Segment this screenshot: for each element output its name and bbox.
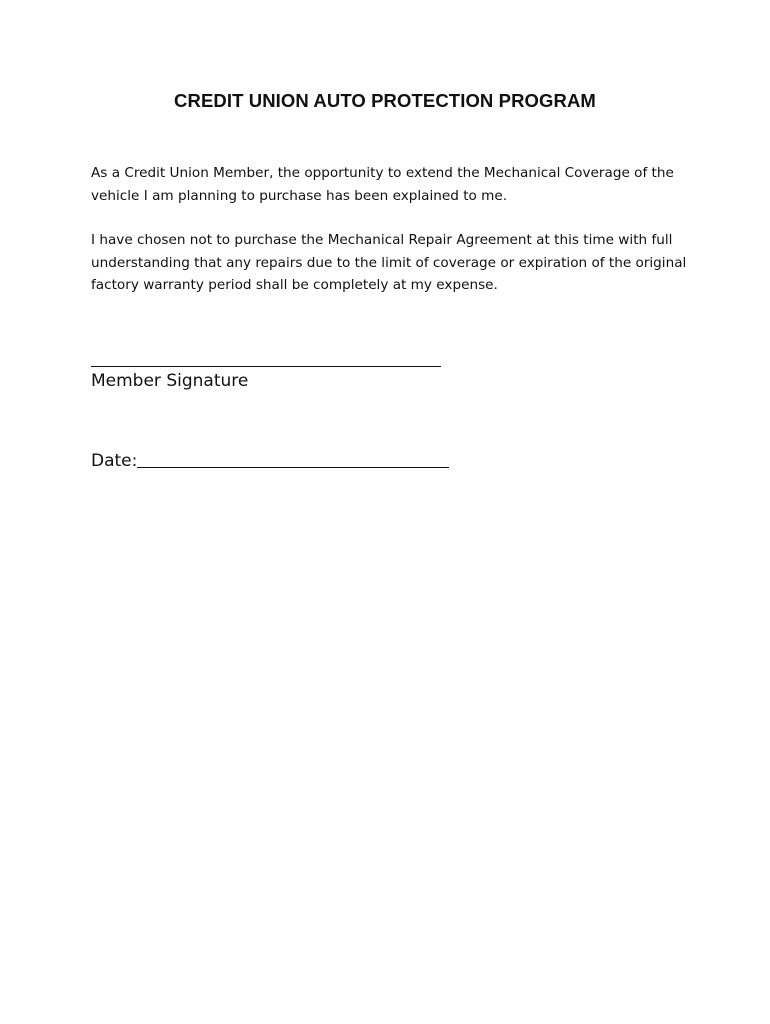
document-title: CREDIT UNION AUTO PROTECTION PROGRAM — [174, 90, 596, 111]
signature-line[interactable] — [91, 366, 441, 367]
date-line[interactable] — [137, 447, 449, 468]
paragraph-decline-agreement: I have chosen not to purchase the Mechanical Repair Agreement at this time with full understanding that any repairs due to the limit of coverage or expiration of the original factory warranty period shall be completely at my expense. — [91, 232, 687, 293]
signature-label: Member Signature — [91, 371, 249, 391]
date-label: Date: — [91, 451, 138, 471]
date-row — [91, 447, 449, 471]
paragraph-coverage-explained: As a Credit Union Member, the opportunity to extend the Mechanical Coverage of the vehicle I am planning to purchase has been explained to me. — [91, 165, 674, 204]
